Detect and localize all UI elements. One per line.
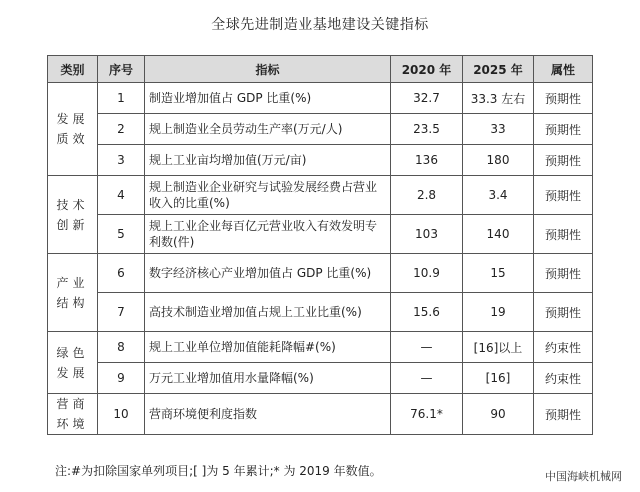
row-indicator: 数字经济核心产业增加值占 GDP 比重(%) (145, 254, 391, 293)
row-2020: 76.1* (391, 394, 463, 435)
row-2025: 3.4 (463, 176, 534, 215)
row-attribute: 约束性 (534, 363, 593, 394)
row-2020: 136 (391, 145, 463, 176)
row-number: 8 (98, 332, 145, 363)
row-number: 6 (98, 254, 145, 293)
row-2020: 32.7 (391, 83, 463, 114)
row-2025: 33.3 左右 (463, 83, 534, 114)
category-cell: 产业结构 (48, 254, 98, 332)
row-attribute: 预期性 (534, 176, 593, 215)
header-indicator: 指标 (145, 56, 391, 83)
row-2020: — (391, 363, 463, 394)
row-number: 5 (98, 215, 145, 254)
header-2025: 2025 年 (463, 56, 534, 83)
row-attribute: 预期性 (534, 394, 593, 435)
row-attribute: 预期性 (534, 114, 593, 145)
row-attribute: 预期性 (534, 293, 593, 332)
site-watermark: 中国海峡机械网 (545, 470, 622, 483)
row-number: 3 (98, 145, 145, 176)
header-attribute: 属性 (534, 56, 593, 83)
row-indicator: 规上工业亩均增加值(万元/亩) (145, 145, 391, 176)
row-2020: 23.5 (391, 114, 463, 145)
row-number: 2 (98, 114, 145, 145)
category-cell: 绿色发展 (48, 332, 98, 394)
row-number: 7 (98, 293, 145, 332)
row-indicator: 规上制造业企业研究与试验发展经费占营业收入的比重(%) (145, 176, 391, 215)
row-indicator: 规上工业企业每百亿元营业收入有效发明专利数(件) (145, 215, 391, 254)
table-row (48, 332, 593, 363)
table-footnote: 注:#为扣除国家单列项目;[ ]为 5 年累计;* 为 2019 年数值。 (55, 464, 382, 478)
table-row (48, 254, 593, 293)
header-2020: 2020 年 (391, 56, 463, 83)
row-2020: 103 (391, 215, 463, 254)
row-2020: 10.9 (391, 254, 463, 293)
table-row (48, 363, 593, 394)
row-indicator: 万元工业增加值用水量降幅(%) (145, 363, 391, 394)
row-number: 10 (98, 394, 145, 435)
row-attribute: 预期性 (534, 145, 593, 176)
row-2025: 33 (463, 114, 534, 145)
header-category: 类别 (48, 56, 98, 83)
table-header-row (48, 56, 593, 83)
table-row (48, 394, 593, 435)
row-2020: 15.6 (391, 293, 463, 332)
table-row (48, 114, 593, 145)
indicators-table (47, 55, 593, 435)
row-2025: 140 (463, 215, 534, 254)
category-cell: 营商环境 (48, 394, 98, 435)
row-attribute: 预期性 (534, 83, 593, 114)
row-2025: [16]以上 (463, 332, 534, 363)
row-2025: 19 (463, 293, 534, 332)
row-indicator: 制造业增加值占 GDP 比重(%) (145, 83, 391, 114)
row-2025: [16] (463, 363, 534, 394)
header-number: 序号 (98, 56, 145, 83)
row-2025: 15 (463, 254, 534, 293)
row-2025: 180 (463, 145, 534, 176)
row-attribute: 约束性 (534, 332, 593, 363)
page-title: 全球先进制造业基地建设关键指标 (211, 17, 429, 33)
category-cell: 技术创新 (48, 176, 98, 254)
row-indicator: 规上工业单位增加值能耗降幅#(%) (145, 332, 391, 363)
row-indicator: 规上制造业全员劳动生产率(万元/人) (145, 114, 391, 145)
table-row (48, 176, 593, 215)
row-2025: 90 (463, 394, 534, 435)
table-row (48, 145, 593, 176)
table-row (48, 293, 593, 332)
row-attribute: 预期性 (534, 215, 593, 254)
row-number: 9 (98, 363, 145, 394)
row-number: 1 (98, 83, 145, 114)
table-row (48, 215, 593, 254)
row-attribute: 预期性 (534, 254, 593, 293)
row-indicator: 营商环境便利度指数 (145, 394, 391, 435)
row-2020: — (391, 332, 463, 363)
row-2020: 2.8 (391, 176, 463, 215)
category-cell: 发展质效 (48, 83, 98, 176)
row-number: 4 (98, 176, 145, 215)
table-row (48, 83, 593, 114)
row-indicator: 高技术制造业增加值占规上工业比重(%) (145, 293, 391, 332)
